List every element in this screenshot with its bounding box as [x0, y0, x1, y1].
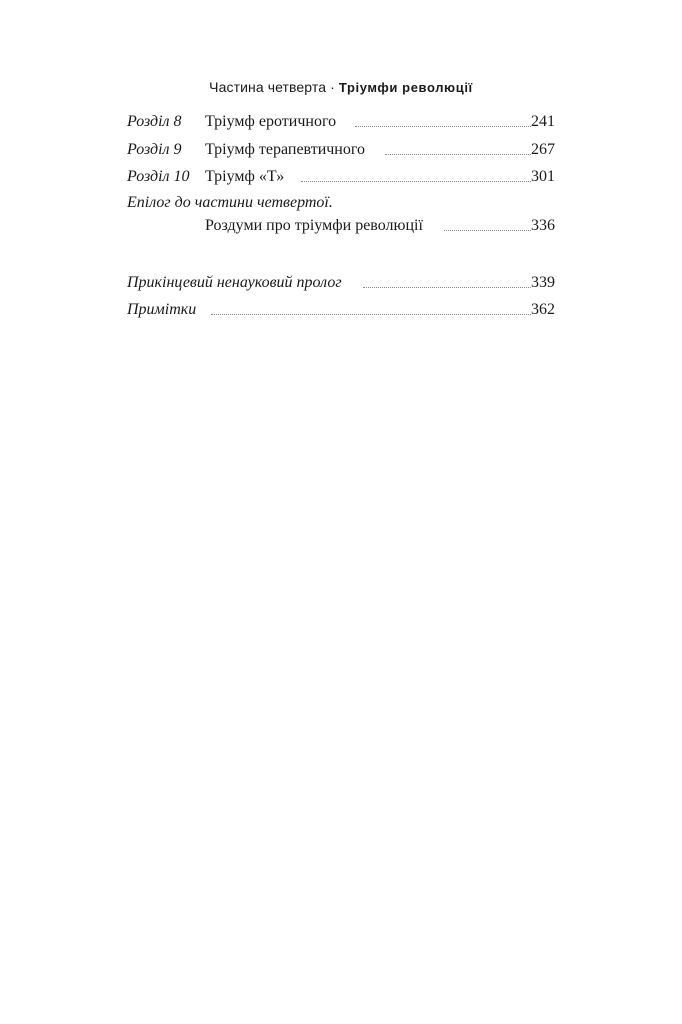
part-heading	[0, 79, 682, 95]
page-number: 301	[531, 168, 555, 185]
page-number: 267	[531, 141, 555, 158]
dot-leader	[355, 126, 531, 127]
chapter-title: Тріумф «Т»	[205, 168, 285, 185]
chapter-title: Тріумф еротичного	[205, 113, 337, 130]
toc-entry-epilog[interactable]	[127, 215, 555, 237]
toc-entry-chapter-10[interactable]	[127, 166, 555, 188]
page-number: 336	[531, 217, 555, 234]
entry-title: Примітки	[127, 299, 196, 321]
toc-entry-notes[interactable]	[127, 299, 555, 321]
chapter-label: Розділ 10	[127, 166, 190, 188]
chapter-label: Розділ 9	[127, 139, 182, 161]
chapter-title: Тріумф терапевтичного	[205, 141, 366, 158]
chapter-label: Розділ 8	[127, 111, 182, 133]
dot-leader	[211, 314, 531, 315]
toc-entry-chapter-9[interactable]	[127, 139, 555, 161]
dot-leader	[301, 181, 531, 182]
dot-leader	[385, 154, 531, 155]
page-number: 241	[531, 113, 555, 130]
dot-leader	[444, 230, 531, 231]
part-title: Тріумфи революції	[338, 80, 473, 95]
page-number: 362	[531, 301, 555, 318]
toc-entry-chapter-8[interactable]	[127, 111, 555, 133]
part-prefix: Частина четверта	[209, 79, 327, 95]
toc-entry-prologue[interactable]	[127, 272, 555, 294]
epilog-label: Епілог до частини четвертої.	[127, 194, 333, 211]
epilog-title: Роздуми про тріумфи революції	[205, 217, 423, 234]
part-separator: ·	[330, 79, 335, 95]
dot-leader	[363, 287, 531, 288]
page-number: 339	[531, 274, 555, 291]
entry-title: Прикінцевий ненауковий пролог	[127, 272, 342, 294]
